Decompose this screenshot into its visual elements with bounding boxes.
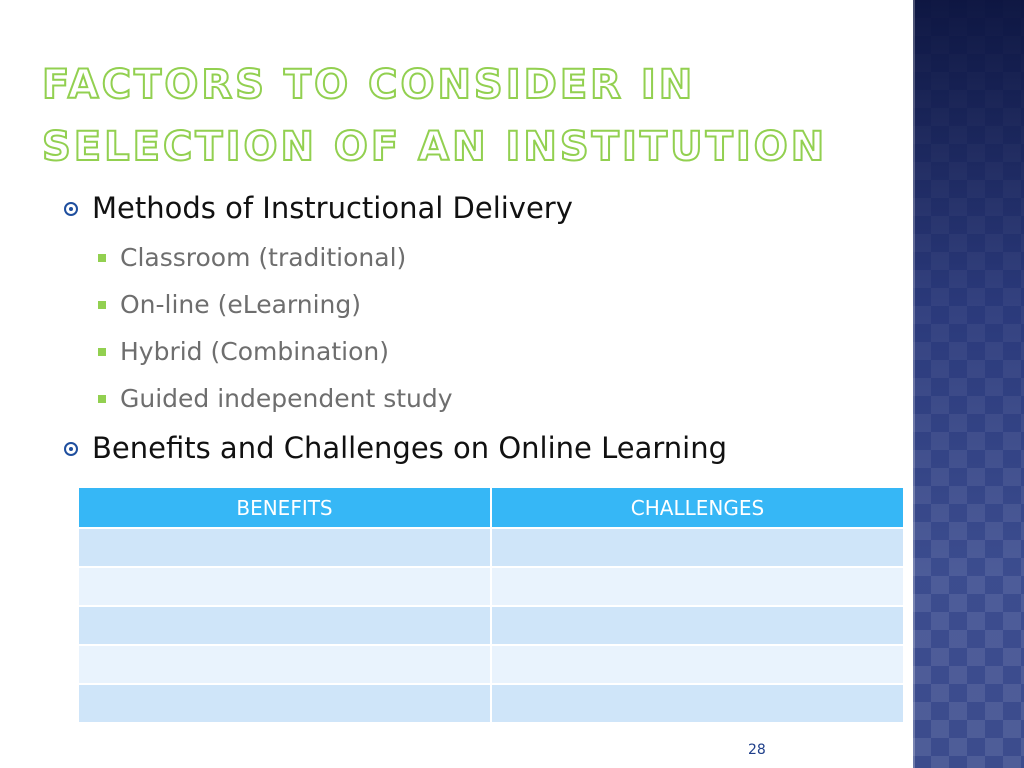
sub-bullet-item bbox=[62, 375, 902, 422]
sub-bullet-item bbox=[62, 328, 902, 375]
table-row bbox=[78, 567, 904, 606]
square-bullet-icon bbox=[98, 301, 106, 309]
bullet-benefits-label: Benefits and Challenges on Online Learning bbox=[92, 431, 728, 465]
table-cell bbox=[78, 606, 491, 645]
square-bullet-icon bbox=[98, 348, 106, 356]
square-bullet-icon bbox=[98, 395, 106, 403]
table-cell bbox=[78, 528, 491, 567]
table-cell bbox=[491, 567, 904, 606]
circle-bullet-icon bbox=[64, 202, 78, 216]
table-cell bbox=[78, 567, 491, 606]
table-header-row bbox=[78, 487, 904, 528]
table-cell bbox=[78, 645, 491, 684]
sub-bullet-item bbox=[62, 234, 902, 281]
slide-body bbox=[62, 186, 902, 470]
bullet-methods bbox=[62, 186, 902, 230]
page-number: 28 bbox=[748, 742, 766, 758]
slide-title: FACTORS TO CONSIDER IN SELECTION OF AN INSTITUTION bbox=[42, 62, 828, 170]
circle-bullet-icon bbox=[64, 442, 78, 456]
table-row bbox=[78, 606, 904, 645]
table-cell bbox=[491, 645, 904, 684]
sub-bullet-label: Classroom (traditional) bbox=[120, 243, 407, 272]
bullet-methods-label: Methods of Instructional Delivery bbox=[92, 191, 573, 225]
bullet-benefits bbox=[62, 426, 902, 470]
table-cell bbox=[78, 684, 491, 723]
benefits-challenges-table bbox=[77, 486, 905, 724]
decorative-side-panel bbox=[913, 0, 1024, 768]
table-cell bbox=[491, 528, 904, 567]
table-cell bbox=[491, 684, 904, 723]
header-challenges: CHALLENGES bbox=[491, 487, 904, 528]
sub-bullet-item bbox=[62, 281, 902, 328]
table-row bbox=[78, 528, 904, 567]
table-row bbox=[78, 645, 904, 684]
methods-sublist bbox=[62, 234, 902, 422]
table-row bbox=[78, 684, 904, 723]
header-benefits: BENEFITS bbox=[78, 487, 491, 528]
table-cell bbox=[491, 606, 904, 645]
sub-bullet-label: Guided independent study bbox=[120, 384, 453, 413]
sub-bullet-label: Hybrid (Combination) bbox=[120, 337, 389, 366]
sub-bullet-label: On-line (eLearning) bbox=[120, 290, 362, 319]
square-bullet-icon bbox=[98, 254, 106, 262]
